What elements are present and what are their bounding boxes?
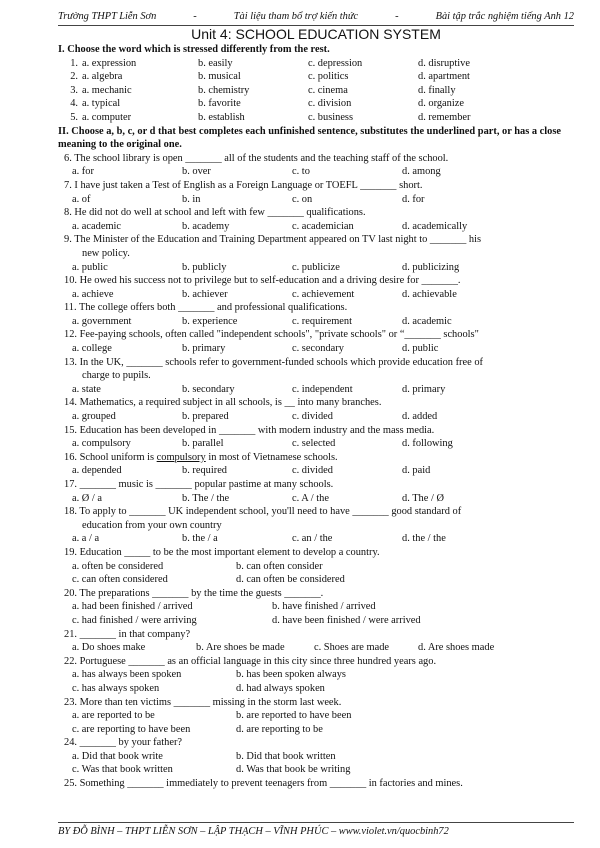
question-stem: 10. He owed his success not to privilege but to self-education and a driving desire for _______.	[64, 275, 461, 287]
option-a: a. government	[72, 315, 132, 327]
option-b: b. favorite	[198, 98, 241, 110]
option-a: a. often be considered	[72, 560, 164, 572]
option-d: d. the / the	[402, 533, 446, 545]
row-number: 4.	[70, 98, 78, 110]
header-subject: Bài tập trắc nghiệm tiếng Anh 12	[435, 11, 574, 22]
option-b: b. in	[182, 193, 201, 205]
option-d: d. are reporting to be	[236, 723, 323, 735]
option-b: b. over	[182, 166, 211, 178]
option-c: c. divided	[292, 411, 333, 423]
option-c: c. to	[292, 166, 310, 178]
question-stem: 6. The school library is open _______ all of the students and the teaching staff of the school.	[64, 152, 449, 164]
option-c: c. has always spoken	[72, 682, 160, 694]
option-a: a. public	[72, 261, 108, 273]
question-stem: 21. _______ in that company?	[64, 628, 191, 640]
question-stem: 20. The preparations _______ by the time the guests _______.	[64, 587, 324, 599]
option-a: a. had been finished / arrived	[72, 601, 193, 613]
question-20	[58, 587, 574, 628]
question-11	[58, 301, 574, 328]
option-c: c. divided	[292, 465, 333, 477]
option-a: a. grouped	[72, 411, 116, 423]
option-b: b. has been spoken always	[236, 669, 346, 681]
question-23	[58, 696, 574, 737]
question-stem: 14. Mathematics, a required subject in all schools, is __ into many branches.	[64, 397, 382, 409]
question-stem: 17. _______ music is _______ popular pastime at many schools.	[64, 479, 334, 490]
option-c: c. on	[292, 193, 313, 205]
option-a: a. Do shoes make	[72, 642, 146, 654]
option-c: c. Was that book written	[72, 764, 173, 776]
option-d: d. achievable	[402, 288, 457, 300]
unit-title: Unit 4: SCHOOL EDUCATION SYSTEM	[191, 26, 441, 42]
option-b: b. achiever	[182, 288, 228, 300]
option-b: b. publicly	[182, 261, 227, 273]
question-18	[58, 505, 574, 546]
option-d: d. apartment	[418, 71, 470, 83]
question-stem: 23. More than ten victims _______ missing in the storm last week.	[64, 696, 342, 708]
option-b: b. parallel	[182, 438, 224, 450]
question-13	[58, 356, 574, 397]
option-c: c. secondary	[292, 343, 344, 355]
option-d: d. among	[402, 166, 441, 178]
stem-start: 16. School uniform is	[64, 451, 157, 463]
option-a: a. academic	[72, 220, 122, 232]
option-a: a. are reported to be	[72, 710, 155, 722]
option-d: d. The / Ø	[402, 492, 444, 504]
header-separator: -	[395, 11, 399, 22]
option-a: a. computer	[82, 111, 132, 123]
question-21	[58, 628, 574, 655]
option-b: b. secondary	[182, 383, 235, 395]
option-c: c. an / the	[292, 533, 333, 545]
row-number: 1.	[70, 57, 78, 69]
section-2-heading: II. Choose a, b, c, or d that best completes each unfinished sentence, substitutes the underlined part, or has a close meaning to the original one.	[58, 125, 562, 151]
question-22	[58, 655, 574, 696]
underlined-word: compulsory	[156, 451, 206, 463]
option-d: d. Are shoes made	[418, 642, 495, 654]
option-c: c. publicize	[292, 261, 340, 273]
option-c: c. independent	[292, 383, 353, 395]
option-a: a. state	[72, 383, 101, 395]
option-c: c. academician	[292, 220, 354, 232]
option-c: c. are reporting to have been	[72, 723, 191, 735]
option-b: b. academy	[182, 220, 230, 232]
stress-row	[58, 57, 574, 71]
option-d: d. academic	[402, 315, 452, 327]
option-b: b. easily	[198, 57, 233, 69]
question-25	[58, 777, 574, 791]
option-b: b. the / a	[182, 533, 218, 545]
option-c: c. politics	[308, 71, 349, 83]
option-a: a. expression	[82, 57, 137, 69]
question-6	[58, 152, 574, 179]
option-b: b. prepared	[182, 411, 229, 423]
option-b: b. Are shoes be made	[196, 642, 285, 654]
option-a: a. Did that book write	[72, 750, 163, 762]
option-c: c. division	[308, 98, 352, 110]
option-b: b. musical	[198, 71, 241, 83]
option-b: b. establish	[198, 111, 245, 123]
option-d: d. primary	[402, 383, 446, 395]
option-b: b. are reported to have been	[236, 710, 352, 722]
row-number: 5.	[70, 111, 78, 123]
question-16	[58, 451, 574, 478]
option-d: d. had always spoken	[236, 682, 325, 694]
option-c: c. business	[308, 111, 354, 123]
option-d: d. have been finished / were arrived	[272, 614, 421, 626]
question-stem: 11. The college offers both _______ and professional qualifications.	[64, 302, 348, 314]
option-d: d. can often be considered	[236, 574, 345, 586]
option-d: d. following	[402, 438, 453, 450]
question-stem: 25. Something _______ immediately to prevent teenagers from _______ in factories and mines.	[64, 778, 463, 790]
option-a: a. Ø / a	[72, 492, 103, 504]
question-7	[58, 179, 574, 206]
option-d: d. Was that book be writing	[236, 764, 351, 776]
option-c: c. can often considered	[72, 574, 168, 586]
row-number: 3.	[70, 84, 78, 96]
stress-row	[58, 97, 574, 111]
option-b: b. experience	[182, 315, 238, 327]
question-15	[58, 424, 574, 451]
header-separator: -	[193, 11, 197, 22]
stem-end: in most of Vietnamese schools.	[205, 451, 338, 463]
option-a: a. depended	[72, 465, 122, 477]
question-stem-continued: education from your own country	[82, 519, 222, 531]
option-a: a. of	[72, 193, 91, 205]
stress-row	[58, 70, 574, 84]
option-c: c. cinema	[308, 84, 348, 96]
option-d: d. added	[402, 411, 438, 423]
option-c: c. achievement	[292, 288, 355, 300]
question-stem: 18. To apply to _______ UK independent school, you'll need to have _______ good standard of	[64, 506, 462, 518]
question-stem-continued: new policy.	[82, 247, 130, 259]
header-document: Tài liệu tham bổ trợ kiến thức	[233, 11, 359, 22]
option-a: a. a / a	[72, 533, 100, 545]
stress-row	[58, 84, 574, 98]
option-c: c. depression	[308, 57, 363, 69]
question-14	[58, 396, 574, 423]
question-stem: 15. Education has been developed in _______ with modern industry and the mass media.	[64, 424, 435, 436]
option-d: d. publicizing	[402, 261, 460, 273]
question-24	[58, 736, 574, 777]
question-19	[58, 546, 574, 587]
option-c: c. Shoes are made	[314, 642, 390, 654]
option-a: a. achieve	[72, 288, 114, 300]
worksheet-page	[58, 10, 574, 791]
question-12	[58, 328, 574, 355]
question-stem-continued: charge to pupils.	[82, 370, 151, 382]
header-school: Trường THPT Liễn Sơn	[58, 11, 157, 22]
option-b: b. The / the	[182, 492, 230, 504]
option-b: b. Did that book written	[236, 750, 336, 762]
option-a: a. for	[72, 166, 94, 178]
question-stem: 13. In the UK, _______ schools refer to government-funded schools which provide education free of	[64, 356, 483, 368]
option-b: b. can often consider	[236, 560, 323, 572]
option-b: b. have finished / arrived	[272, 601, 376, 613]
question-stem: 9. The Minister of the Education and Training Department appeared on TV last night to _______ his	[64, 234, 482, 246]
option-a: a. typical	[82, 98, 121, 110]
question-stem: 12. Fee-paying schools, often called "independent schools", "private schools" or “_______ schools"	[64, 329, 479, 341]
option-b: b. primary	[182, 343, 226, 355]
option-d: d. disruptive	[418, 57, 470, 69]
option-d: d. remember	[418, 111, 471, 123]
option-a: a. algebra	[82, 71, 123, 83]
row-number: 2.	[70, 71, 78, 83]
option-c: c. selected	[292, 438, 336, 450]
option-d: d. public	[402, 343, 439, 355]
question-stem: 19. Education _____ to be the most important element to develop a country.	[64, 546, 380, 558]
option-d: d. paid	[402, 465, 431, 477]
option-d: d. for	[402, 193, 425, 205]
question-17	[58, 478, 574, 505]
option-a: a. has always been spoken	[72, 669, 182, 681]
question-stem: 7. I have just taken a Test of English as a Foreign Language or TOEFL _______ short.	[64, 179, 423, 191]
page-footer: BY ĐỖ BÌNH – THPT LIỄN SƠN – LẬP THẠCH – VĨNH PHÚC – www.violet.vn/quocbinh72	[58, 822, 574, 839]
stress-row	[58, 111, 574, 125]
option-a: a. compulsory	[72, 438, 131, 450]
question-stem: 8. He did not do well at school and left with few _______ qualifications.	[64, 207, 366, 219]
question-stem: 22. Portuguese _______ as an official language in this city since three hundred years ago.	[64, 655, 437, 667]
option-b: b. required	[182, 465, 228, 477]
section-1-heading: I. Choose the word which is stressed differently from the rest.	[58, 44, 330, 55]
option-c: c. had finished / were arriving	[72, 614, 197, 626]
question-10	[58, 274, 574, 301]
question-8	[58, 206, 574, 233]
option-d: d. organize	[418, 98, 464, 110]
option-c: c. requirement	[292, 315, 353, 327]
option-a: a. college	[72, 343, 112, 355]
question-stem	[58, 451, 574, 465]
question-9	[58, 233, 574, 274]
option-a: a. mechanic	[82, 84, 132, 96]
option-d: d. academically	[402, 220, 468, 232]
question-stem: 24. _______ by your father?	[64, 737, 183, 749]
option-b: b. chemistry	[198, 84, 250, 96]
page-header	[58, 10, 574, 26]
option-d: d. finally	[418, 84, 456, 96]
option-c: c. A / the	[292, 492, 329, 504]
